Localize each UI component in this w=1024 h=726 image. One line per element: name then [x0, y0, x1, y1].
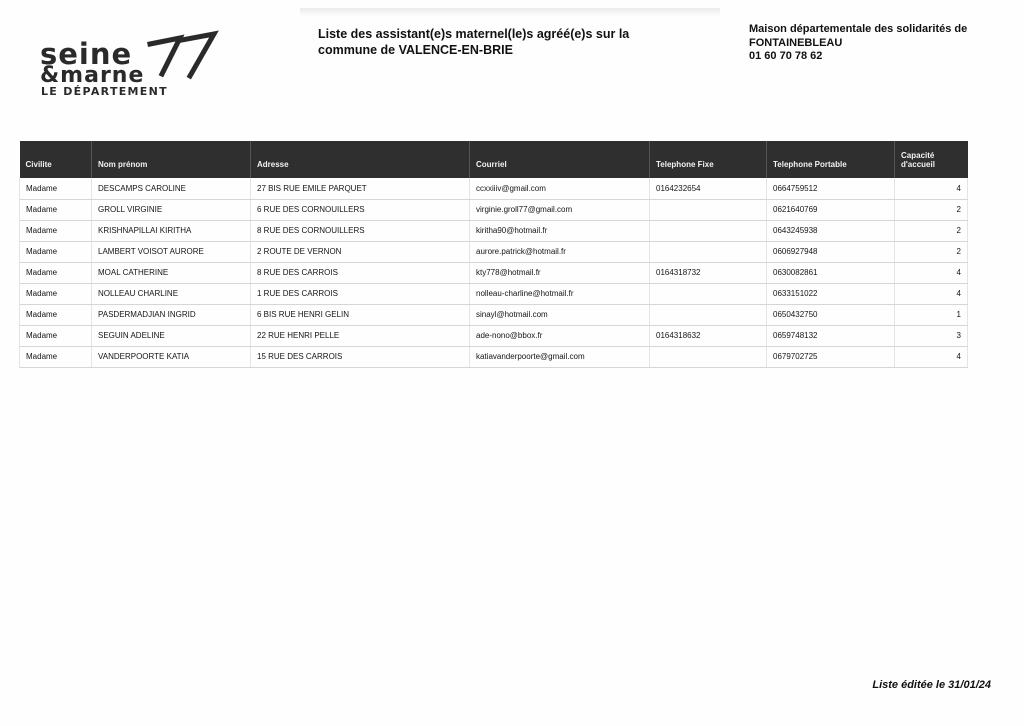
cell-courriel: kty778@hotmail.fr: [470, 262, 650, 283]
title-line-2: commune de VALENCE-EN-BRIE: [318, 43, 513, 57]
cell-courriel: ade-nono@bbox.fr: [470, 325, 650, 346]
cell-nom: NOLLEAU CHARLINE: [92, 283, 251, 304]
cell-capacite: 1: [895, 304, 968, 325]
cell-adresse: 8 RUE DES CORNOUILLERS: [251, 220, 470, 241]
assistants-table: [19, 141, 967, 368]
table-row: [20, 304, 968, 325]
cell-telephone-portable: 0621640769: [767, 199, 895, 220]
table-row: [20, 199, 968, 220]
title-line-1: Liste des assistant(e)s maternel(le)s agréé(e)s sur la: [318, 27, 630, 41]
cell-nom: GROLL VIRGINIE: [92, 199, 251, 220]
cell-nom: LAMBERT VOISOT AURORE: [92, 241, 251, 262]
cell-adresse: 8 RUE DES CARROIS: [251, 262, 470, 283]
cell-nom: DESCAMPS CAROLINE: [92, 178, 251, 199]
cell-civilite: Madame: [20, 325, 92, 346]
cell-capacite: 4: [895, 178, 968, 199]
cell-nom: SEGUIN ADELINE: [92, 325, 251, 346]
cell-civilite: Madame: [20, 220, 92, 241]
cell-civilite: Madame: [20, 304, 92, 325]
cell-adresse: 2 ROUTE DE VERNON: [251, 241, 470, 262]
cell-nom: PASDERMADJIAN INGRID: [92, 304, 251, 325]
cell-telephone-fixe: [650, 346, 767, 367]
cell-capacite: 4: [895, 346, 968, 367]
cell-telephone-fixe: 0164318632: [650, 325, 767, 346]
cell-telephone-portable: 0659748132: [767, 325, 895, 346]
header-nom: Nom prénom: [92, 141, 251, 178]
cell-civilite: Madame: [20, 199, 92, 220]
cell-courriel: sinayl@hotmail.com: [470, 304, 650, 325]
cell-adresse: 6 RUE DES CORNOUILLERS: [251, 199, 470, 220]
seine-et-marne-logo: [40, 30, 230, 100]
header-civilite: Civilite: [20, 141, 92, 178]
header-telephone-fixe: Telephone Fixe: [650, 141, 767, 178]
cell-telephone-portable: 0633151022: [767, 283, 895, 304]
cell-courriel: kiritha90@hotmail.fr: [470, 220, 650, 241]
cell-telephone-portable: 0630082861: [767, 262, 895, 283]
cell-capacite: 2: [895, 241, 968, 262]
table-row: [20, 262, 968, 283]
cell-capacite: 2: [895, 220, 968, 241]
cell-telephone-portable: 0650432750: [767, 304, 895, 325]
cell-telephone-portable: 0679702725: [767, 346, 895, 367]
cell-capacite: 2: [895, 199, 968, 220]
table-row: [20, 325, 968, 346]
cell-telephone-fixe: [650, 283, 767, 304]
cell-capacite: 4: [895, 262, 968, 283]
logo-line-2: &marne: [40, 63, 145, 88]
cell-adresse: 15 RUE DES CARROIS: [251, 346, 470, 367]
header-capacite-line-2: d'accueil: [901, 160, 935, 169]
cell-courriel: katiavanderpoorte@gmail.com: [470, 346, 650, 367]
header-courriel: Courriel: [470, 141, 650, 178]
cell-telephone-portable: 0664759512: [767, 178, 895, 199]
cell-adresse: 27 BIS RUE EMILE PARQUET: [251, 178, 470, 199]
cell-telephone-portable: 0606927948: [767, 241, 895, 262]
office-contact: [749, 23, 1009, 64]
cell-nom: VANDERPOORTE KATIA: [92, 346, 251, 367]
cell-courriel: aurore.patrick@hotmail.fr: [470, 241, 650, 262]
office-city: FONTAINEBLEAU: [749, 36, 843, 49]
cell-courriel: ccxxiiiv@gmail.com: [470, 178, 650, 199]
cell-adresse: 22 RUE HENRI PELLE: [251, 325, 470, 346]
cell-telephone-fixe: [650, 241, 767, 262]
cell-civilite: Madame: [20, 178, 92, 199]
cell-telephone-portable: 0643245938: [767, 220, 895, 241]
logo-77-mark: [150, 34, 214, 76]
cell-civilite: Madame: [20, 346, 92, 367]
cell-telephone-fixe: 0164232654: [650, 178, 767, 199]
cell-courriel: nolleau-charline@hotmail.fr: [470, 283, 650, 304]
document-title: [318, 26, 718, 58]
cell-nom: KRISHNAPILLAI KIRITHA: [92, 220, 251, 241]
header-capacite: [895, 141, 968, 178]
cell-capacite: 3: [895, 325, 968, 346]
cell-capacite: 4: [895, 283, 968, 304]
cell-courriel: virginie.groll77@gmail.com: [470, 199, 650, 220]
table-row: [20, 283, 968, 304]
edition-date: Liste éditée le 31/01/24: [872, 679, 991, 691]
cell-adresse: 6 BIS RUE HENRI GELIN: [251, 304, 470, 325]
cell-telephone-fixe: [650, 199, 767, 220]
cell-civilite: Madame: [20, 241, 92, 262]
cell-nom: MOAL CATHERINE: [92, 262, 251, 283]
cell-civilite: Madame: [20, 283, 92, 304]
table-row: [20, 346, 968, 367]
cell-adresse: 1 RUE DES CARROIS: [251, 283, 470, 304]
office-phone: 01 60 70 78 62: [749, 50, 823, 62]
cell-telephone-fixe: [650, 220, 767, 241]
scan-artifact: [300, 8, 720, 16]
cell-civilite: Madame: [20, 262, 92, 283]
table-row: [20, 241, 968, 262]
header-telephone-portable: Telephone Portable: [767, 141, 895, 178]
logo-graphic: [40, 30, 230, 100]
table-row: [20, 178, 968, 199]
logo-line-1: seine: [40, 37, 133, 71]
table-header-row: [20, 141, 968, 178]
cell-telephone-fixe: 0164318732: [650, 262, 767, 283]
table-body: [20, 178, 968, 367]
header-adresse: Adresse: [251, 141, 470, 178]
cell-telephone-fixe: [650, 304, 767, 325]
header-capacite-line-1: Capacité: [901, 151, 935, 160]
table-row: [20, 220, 968, 241]
logo-line-3: LE DÉPARTEMENT: [41, 85, 168, 98]
office-name: Maison départementale des solidarités de: [749, 23, 968, 35]
